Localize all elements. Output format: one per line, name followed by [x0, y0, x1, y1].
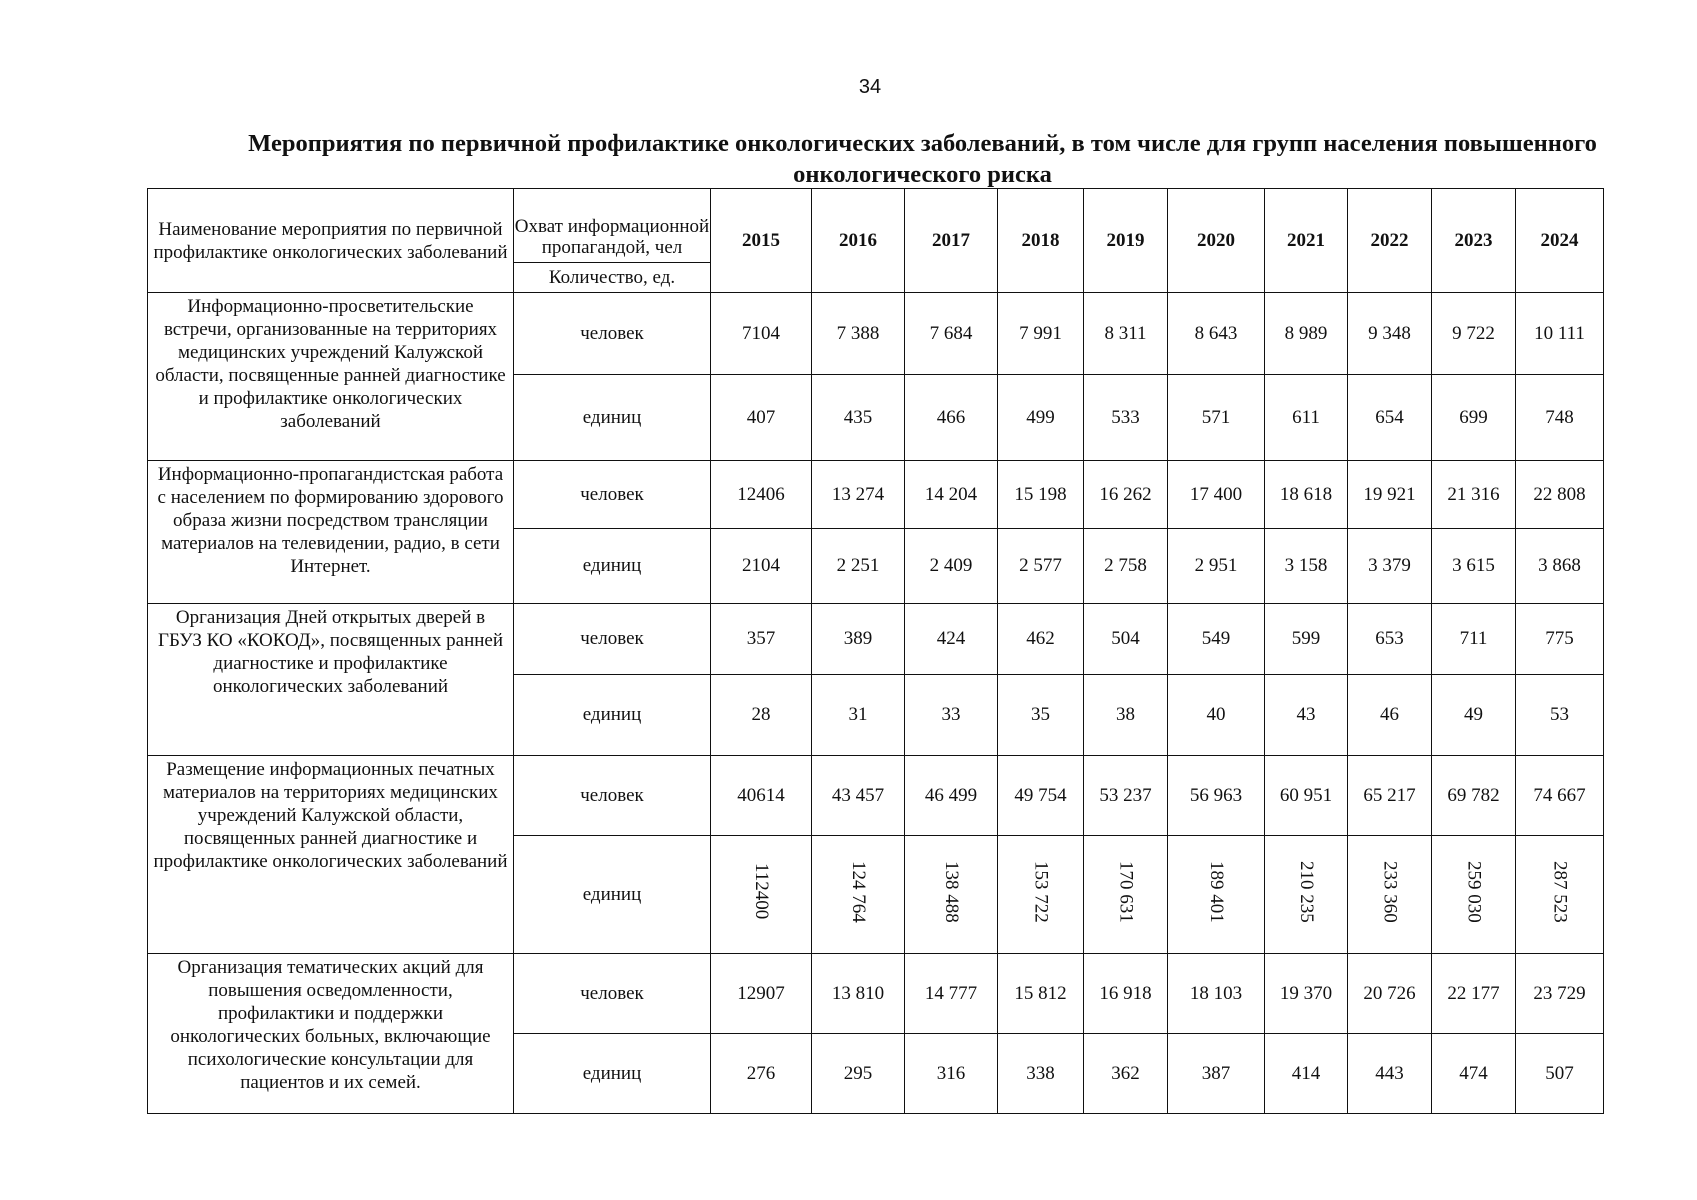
value-cell: 65 217 [1348, 756, 1432, 836]
value-cell: 507 [1516, 1034, 1604, 1114]
value-cell: 7104 [711, 293, 812, 375]
value-cell: 35 [998, 675, 1084, 756]
rotated-value: 210 235 [1296, 860, 1317, 923]
value-cell: 3 379 [1348, 529, 1432, 604]
value-cell: 40614 [711, 756, 812, 836]
unit-cell: единиц [514, 836, 711, 954]
value-cell: 12406 [711, 461, 812, 529]
header-year: 2016 [812, 189, 905, 293]
value-cell: 362 [1084, 1034, 1168, 1114]
value-cell: 338 [998, 1034, 1084, 1114]
value-cell: 28 [711, 675, 812, 756]
unit-cell: человек [514, 954, 711, 1034]
activity-name: Организация Дней открытых дверей в ГБУЗ КО «КОКОД», посвященных ранней диагностике и профилактике онкологических заболеваний [148, 604, 514, 756]
activity-name: Организация тематических акций для повышения осведомленности, профилактики и поддержки онкологических больных, включающие психологические консультации для пациентов и их семей. [148, 954, 514, 1114]
value-cell: 31 [812, 675, 905, 756]
value-cell: 748 [1516, 375, 1604, 461]
value-cell: 60 951 [1265, 756, 1348, 836]
value-cell: 462 [998, 604, 1084, 675]
value-cell: 3 158 [1265, 529, 1348, 604]
value-cell: 699 [1432, 375, 1516, 461]
value-cell: 14 204 [905, 461, 998, 529]
prevention-measures-table [147, 188, 1604, 1114]
header-coverage: Охват информационной пропагандой, чел [514, 189, 711, 263]
value-cell: 33 [905, 675, 998, 756]
value-cell [1516, 836, 1604, 954]
unit-cell: человек [514, 756, 711, 836]
value-cell: 15 198 [998, 461, 1084, 529]
value-cell: 653 [1348, 604, 1432, 675]
table-row [148, 604, 1604, 675]
header-year: 2020 [1168, 189, 1265, 293]
header-year: 2018 [998, 189, 1084, 293]
value-cell: 16 918 [1084, 954, 1168, 1034]
value-cell [1265, 836, 1348, 954]
value-cell [1168, 836, 1265, 954]
value-cell: 43 457 [812, 756, 905, 836]
unit-cell: единиц [514, 1034, 711, 1114]
header-activity: Наименование мероприятия по первичной профилактике онкологических заболеваний [148, 189, 514, 293]
value-cell: 2 577 [998, 529, 1084, 604]
rotated-value: 287 523 [1549, 860, 1571, 923]
value-cell: 9 348 [1348, 293, 1432, 375]
value-cell: 3 868 [1516, 529, 1604, 604]
value-cell: 2 951 [1168, 529, 1265, 604]
value-cell: 414 [1265, 1034, 1348, 1114]
activity-name: Информационно-просветительские встречи, организованные на территориях медицинских учреждений Калужской области, посвященные ранней диагностике и профилактике онкологических заболеваний [148, 293, 514, 461]
value-cell: 19 921 [1348, 461, 1432, 529]
activity-name: Информационно-пропагандистская работа с населением по формированию здорового образа жизни посредством трансляции материалов на телевидении, радио, в сети Интернет. [148, 461, 514, 604]
value-cell: 711 [1432, 604, 1516, 675]
table-row [148, 461, 1604, 529]
value-cell: 53 [1516, 675, 1604, 756]
value-cell: 14 777 [905, 954, 998, 1034]
value-cell: 3 615 [1432, 529, 1516, 604]
value-cell: 40 [1168, 675, 1265, 756]
value-cell: 7 684 [905, 293, 998, 375]
value-cell [1084, 836, 1168, 954]
value-cell: 56 963 [1168, 756, 1265, 836]
value-cell: 23 729 [1516, 954, 1604, 1034]
rotated-value: 259 030 [1463, 860, 1485, 923]
value-cell: 13 810 [812, 954, 905, 1034]
value-cell [812, 836, 905, 954]
rotated-value: 153 722 [1030, 860, 1052, 923]
value-cell: 316 [905, 1034, 998, 1114]
unit-cell: человек [514, 604, 711, 675]
rotated-value: 124 764 [848, 860, 869, 923]
rotated-value: 170 631 [1115, 860, 1137, 923]
value-cell [905, 836, 998, 954]
value-cell: 424 [905, 604, 998, 675]
table-row [148, 756, 1604, 836]
value-cell: 19 370 [1265, 954, 1348, 1034]
page-number: 34 [858, 76, 882, 98]
value-cell: 2 251 [812, 529, 905, 604]
value-cell [1348, 836, 1432, 954]
value-cell: 49 [1432, 675, 1516, 756]
value-cell: 443 [1348, 1034, 1432, 1114]
value-cell: 46 499 [905, 756, 998, 836]
value-cell: 276 [711, 1034, 812, 1114]
value-cell: 2 758 [1084, 529, 1168, 604]
value-cell [998, 836, 1084, 954]
unit-cell: единиц [514, 675, 711, 756]
value-cell: 53 237 [1084, 756, 1168, 836]
value-cell: 74 667 [1516, 756, 1604, 836]
value-cell: 466 [905, 375, 998, 461]
value-cell: 7 991 [998, 293, 1084, 375]
value-cell: 18 618 [1265, 461, 1348, 529]
value-cell: 43 [1265, 675, 1348, 756]
value-cell: 22 177 [1432, 954, 1516, 1034]
value-cell: 435 [812, 375, 905, 461]
header-year: 2022 [1348, 189, 1432, 293]
value-cell: 599 [1265, 604, 1348, 675]
header-year: 2023 [1432, 189, 1516, 293]
value-cell [711, 836, 812, 954]
rotated-value: 233 360 [1379, 860, 1401, 923]
value-cell: 571 [1168, 375, 1265, 461]
value-cell: 295 [812, 1034, 905, 1114]
header-year: 2019 [1084, 189, 1168, 293]
table-header [148, 189, 1604, 293]
header-year: 2017 [905, 189, 998, 293]
value-cell: 2 409 [905, 529, 998, 604]
header-quantity: Количество, ед. [514, 263, 711, 293]
unit-cell: единиц [514, 529, 711, 604]
header-year: 2024 [1516, 189, 1604, 293]
value-cell: 8 643 [1168, 293, 1265, 375]
rotated-value: 138 488 [941, 860, 962, 923]
value-cell: 2104 [711, 529, 812, 604]
value-cell: 38 [1084, 675, 1168, 756]
value-cell: 387 [1168, 1034, 1265, 1114]
value-cell: 12907 [711, 954, 812, 1034]
value-cell: 21 316 [1432, 461, 1516, 529]
value-cell: 504 [1084, 604, 1168, 675]
value-cell: 10 111 [1516, 293, 1604, 375]
value-cell: 20 726 [1348, 954, 1432, 1034]
rotated-value: 112400 [751, 863, 772, 920]
value-cell: 22 808 [1516, 461, 1604, 529]
value-cell: 654 [1348, 375, 1432, 461]
value-cell: 7 388 [812, 293, 905, 375]
activity-name: Размещение информационных печатных материалов на территориях медицинских учреждений Калужской области, посвященных ранней диагностике и профилактике онкологических заболеваний [148, 756, 514, 954]
value-cell: 15 812 [998, 954, 1084, 1034]
value-cell: 357 [711, 604, 812, 675]
rotated-value: 189 401 [1206, 860, 1227, 923]
table-row [148, 293, 1604, 375]
value-cell: 611 [1265, 375, 1348, 461]
document-title: Мероприятия по первичной профилактике онкологических заболеваний, в том числе для групп населения повышенного онкологического риска [248, 130, 1597, 188]
value-cell: 775 [1516, 604, 1604, 675]
value-cell: 69 782 [1432, 756, 1516, 836]
unit-cell: единиц [514, 375, 711, 461]
value-cell: 533 [1084, 375, 1168, 461]
unit-cell: человек [514, 461, 711, 529]
value-cell: 389 [812, 604, 905, 675]
value-cell: 9 722 [1432, 293, 1516, 375]
value-cell: 499 [998, 375, 1084, 461]
header-year: 2015 [711, 189, 812, 293]
value-cell: 49 754 [998, 756, 1084, 836]
value-cell: 8 311 [1084, 293, 1168, 375]
table-row [148, 954, 1604, 1034]
value-cell: 407 [711, 375, 812, 461]
value-cell: 16 262 [1084, 461, 1168, 529]
unit-cell: человек [514, 293, 711, 375]
value-cell: 474 [1432, 1034, 1516, 1114]
value-cell: 18 103 [1168, 954, 1265, 1034]
header-year: 2021 [1265, 189, 1348, 293]
value-cell: 549 [1168, 604, 1265, 675]
value-cell: 8 989 [1265, 293, 1348, 375]
value-cell: 17 400 [1168, 461, 1265, 529]
value-cell: 13 274 [812, 461, 905, 529]
value-cell: 46 [1348, 675, 1432, 756]
value-cell [1432, 836, 1516, 954]
